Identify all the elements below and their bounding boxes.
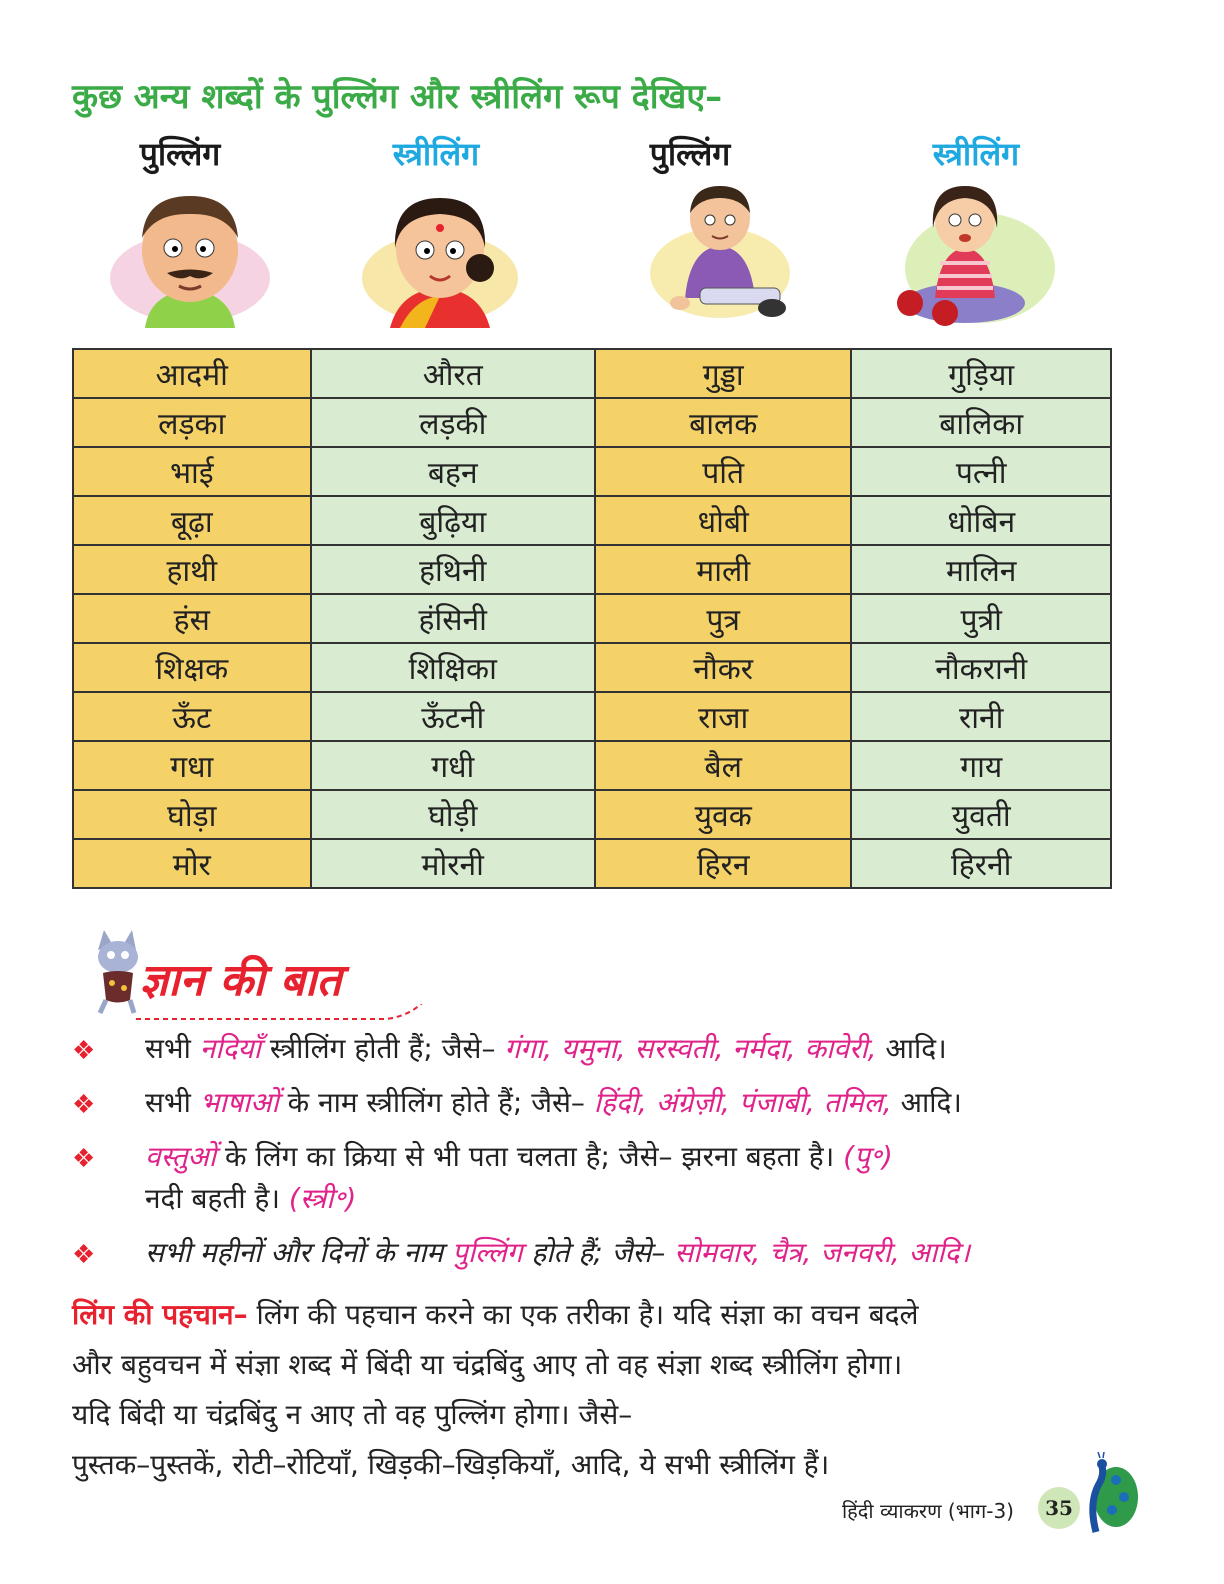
table-row bbox=[73, 398, 1111, 447]
feminine-word-cell: गधी bbox=[311, 741, 595, 790]
point-languages: सभी भाषाओं के नाम स्त्रीलिंग होते हैं; जैसे– हिंदी, अंग्रेज़ी, पंजाबी, तमिल, आदि। bbox=[145, 1086, 962, 1119]
masculine-word-cell: युवक bbox=[595, 790, 851, 839]
masculine-word-cell: गुड्डा bbox=[595, 349, 851, 398]
man-illustration bbox=[105, 178, 275, 328]
masculine-word-cell: घोड़ा bbox=[73, 790, 311, 839]
label-masculine-2: पुल्लिंग bbox=[649, 135, 731, 173]
feminine-word-cell: रानी bbox=[851, 692, 1111, 741]
table-row bbox=[73, 692, 1111, 741]
title-underline bbox=[136, 1004, 428, 1024]
book-title: हिंदी व्याकरण (भाग-3) bbox=[842, 1499, 1014, 1523]
table-row bbox=[73, 447, 1111, 496]
boy-illustration bbox=[640, 178, 810, 328]
feminine-word-cell: गाय bbox=[851, 741, 1111, 790]
table-row bbox=[73, 839, 1111, 888]
masculine-word-cell: हंस bbox=[73, 594, 311, 643]
label-feminine-1: स्त्रीलिंग bbox=[392, 135, 480, 173]
masculine-word-cell: भाई bbox=[73, 447, 311, 496]
feminine-word-cell: नौकरानी bbox=[851, 643, 1111, 692]
masculine-word-cell: पति bbox=[595, 447, 851, 496]
feminine-word-cell: बहन bbox=[311, 447, 595, 496]
masculine-word-cell: माली bbox=[595, 545, 851, 594]
label-feminine-2: स्त्रीलिंग bbox=[932, 135, 1020, 173]
masculine-word-cell: हिरन bbox=[595, 839, 851, 888]
point-rivers: सभी नदियाँ स्त्रीलिंग होती हैं; जैसे– गंगा, यमुना, सरस्वती, नर्मदा, कावेरी, आदि। bbox=[145, 1032, 947, 1065]
page-number: 35 bbox=[1038, 1487, 1080, 1529]
masculine-word-cell: पुत्र bbox=[595, 594, 851, 643]
table-row bbox=[73, 545, 1111, 594]
table-row bbox=[73, 643, 1111, 692]
bullet-icon: ❖ bbox=[72, 1090, 96, 1120]
feminine-word-cell: पुत्री bbox=[851, 594, 1111, 643]
feminine-word-cell: बालिका bbox=[851, 398, 1111, 447]
masculine-word-cell: बैल bbox=[595, 741, 851, 790]
feminine-word-cell: पत्नी bbox=[851, 447, 1111, 496]
masculine-word-cell: गधा bbox=[73, 741, 311, 790]
woman-illustration bbox=[355, 178, 525, 328]
point-objects: वस्तुओं के लिंग का क्रिया से भी पता चलता है; जैसे– झरना बहता है। (पु॰) नदी बहती है। (स्त्री॰) bbox=[145, 1140, 893, 1215]
ling-pehchan-title: लिंग की पहचान– bbox=[72, 1298, 248, 1331]
feminine-word-cell: हंसिनी bbox=[311, 594, 595, 643]
feminine-word-cell: युवती bbox=[851, 790, 1111, 839]
girl-illustration bbox=[885, 178, 1055, 328]
feminine-word-cell: लड़की bbox=[311, 398, 595, 447]
masculine-word-cell: हाथी bbox=[73, 545, 311, 594]
feminine-word-cell: गुड़िया bbox=[851, 349, 1111, 398]
ling-pehchan-paragraph: लिंग की पहचान– लिंग की पहचान करने का एक तरीका है। यदि संज्ञा का वचन बदले और बहुवचन में संज्ञा शब्द में बिंदी या चंद्रबिंदु आए तो वह संज्ञा शब्द स्त्रीलिंग होगा। यदि बिंदी या चंद्रबिंदु न आए तो वह पुल्लिंग होगा। जैसे– पुस्तक–पुस्तकें, रोटी–रोटियाँ, खिड़की–खिड़कियाँ, आदि, ये सभी स्त्रीलिंग हैं। bbox=[72, 1298, 919, 1481]
point-months-days: सभी महीनों और दिनों के नाम पुल्लिंग होते हैं; जैसे– सोमवार, चैत्र, जनवरी, आदि। bbox=[145, 1236, 971, 1269]
feminine-word-cell: बुढ़िया bbox=[311, 496, 595, 545]
masculine-word-cell: बूढ़ा bbox=[73, 496, 311, 545]
masculine-word-cell: मोर bbox=[73, 839, 311, 888]
table-row bbox=[73, 496, 1111, 545]
feminine-word-cell: हिरनी bbox=[851, 839, 1111, 888]
gender-words-table bbox=[72, 348, 1112, 889]
masculine-word-cell: आदमी bbox=[73, 349, 311, 398]
masculine-word-cell: नौकर bbox=[595, 643, 851, 692]
label-masculine-1: पुल्लिंग bbox=[139, 135, 221, 173]
masculine-word-cell: शिक्षक bbox=[73, 643, 311, 692]
feminine-word-cell: औरत bbox=[311, 349, 595, 398]
feminine-word-cell: ऊँटनी bbox=[311, 692, 595, 741]
peacock-icon bbox=[1078, 1452, 1140, 1534]
masculine-word-cell: राजा bbox=[595, 692, 851, 741]
page-heading: कुछ अन्य शब्दों के पुल्लिंग और स्त्रीलिंग रूप देखिए– bbox=[72, 77, 723, 117]
feminine-word-cell: मोरनी bbox=[311, 839, 595, 888]
bullet-icon: ❖ bbox=[72, 1144, 96, 1174]
table-row bbox=[73, 790, 1111, 839]
masculine-word-cell: धोबी bbox=[595, 496, 851, 545]
table-row bbox=[73, 594, 1111, 643]
feminine-word-cell: शिक्षिका bbox=[311, 643, 595, 692]
masculine-word-cell: लड़का bbox=[73, 398, 311, 447]
feminine-word-cell: धोबिन bbox=[851, 496, 1111, 545]
bullet-icon: ❖ bbox=[72, 1240, 96, 1270]
masculine-word-cell: बालक bbox=[595, 398, 851, 447]
bullet-icon: ❖ bbox=[72, 1036, 96, 1066]
feminine-word-cell: घोड़ी bbox=[311, 790, 595, 839]
masculine-word-cell: ऊँट bbox=[73, 692, 311, 741]
gyan-ki-baat-title: ज्ञान की बात bbox=[140, 955, 342, 1006]
feminine-word-cell: मालिन bbox=[851, 545, 1111, 594]
table-row bbox=[73, 349, 1111, 398]
feminine-word-cell: हथिनी bbox=[311, 545, 595, 594]
table-row bbox=[73, 741, 1111, 790]
